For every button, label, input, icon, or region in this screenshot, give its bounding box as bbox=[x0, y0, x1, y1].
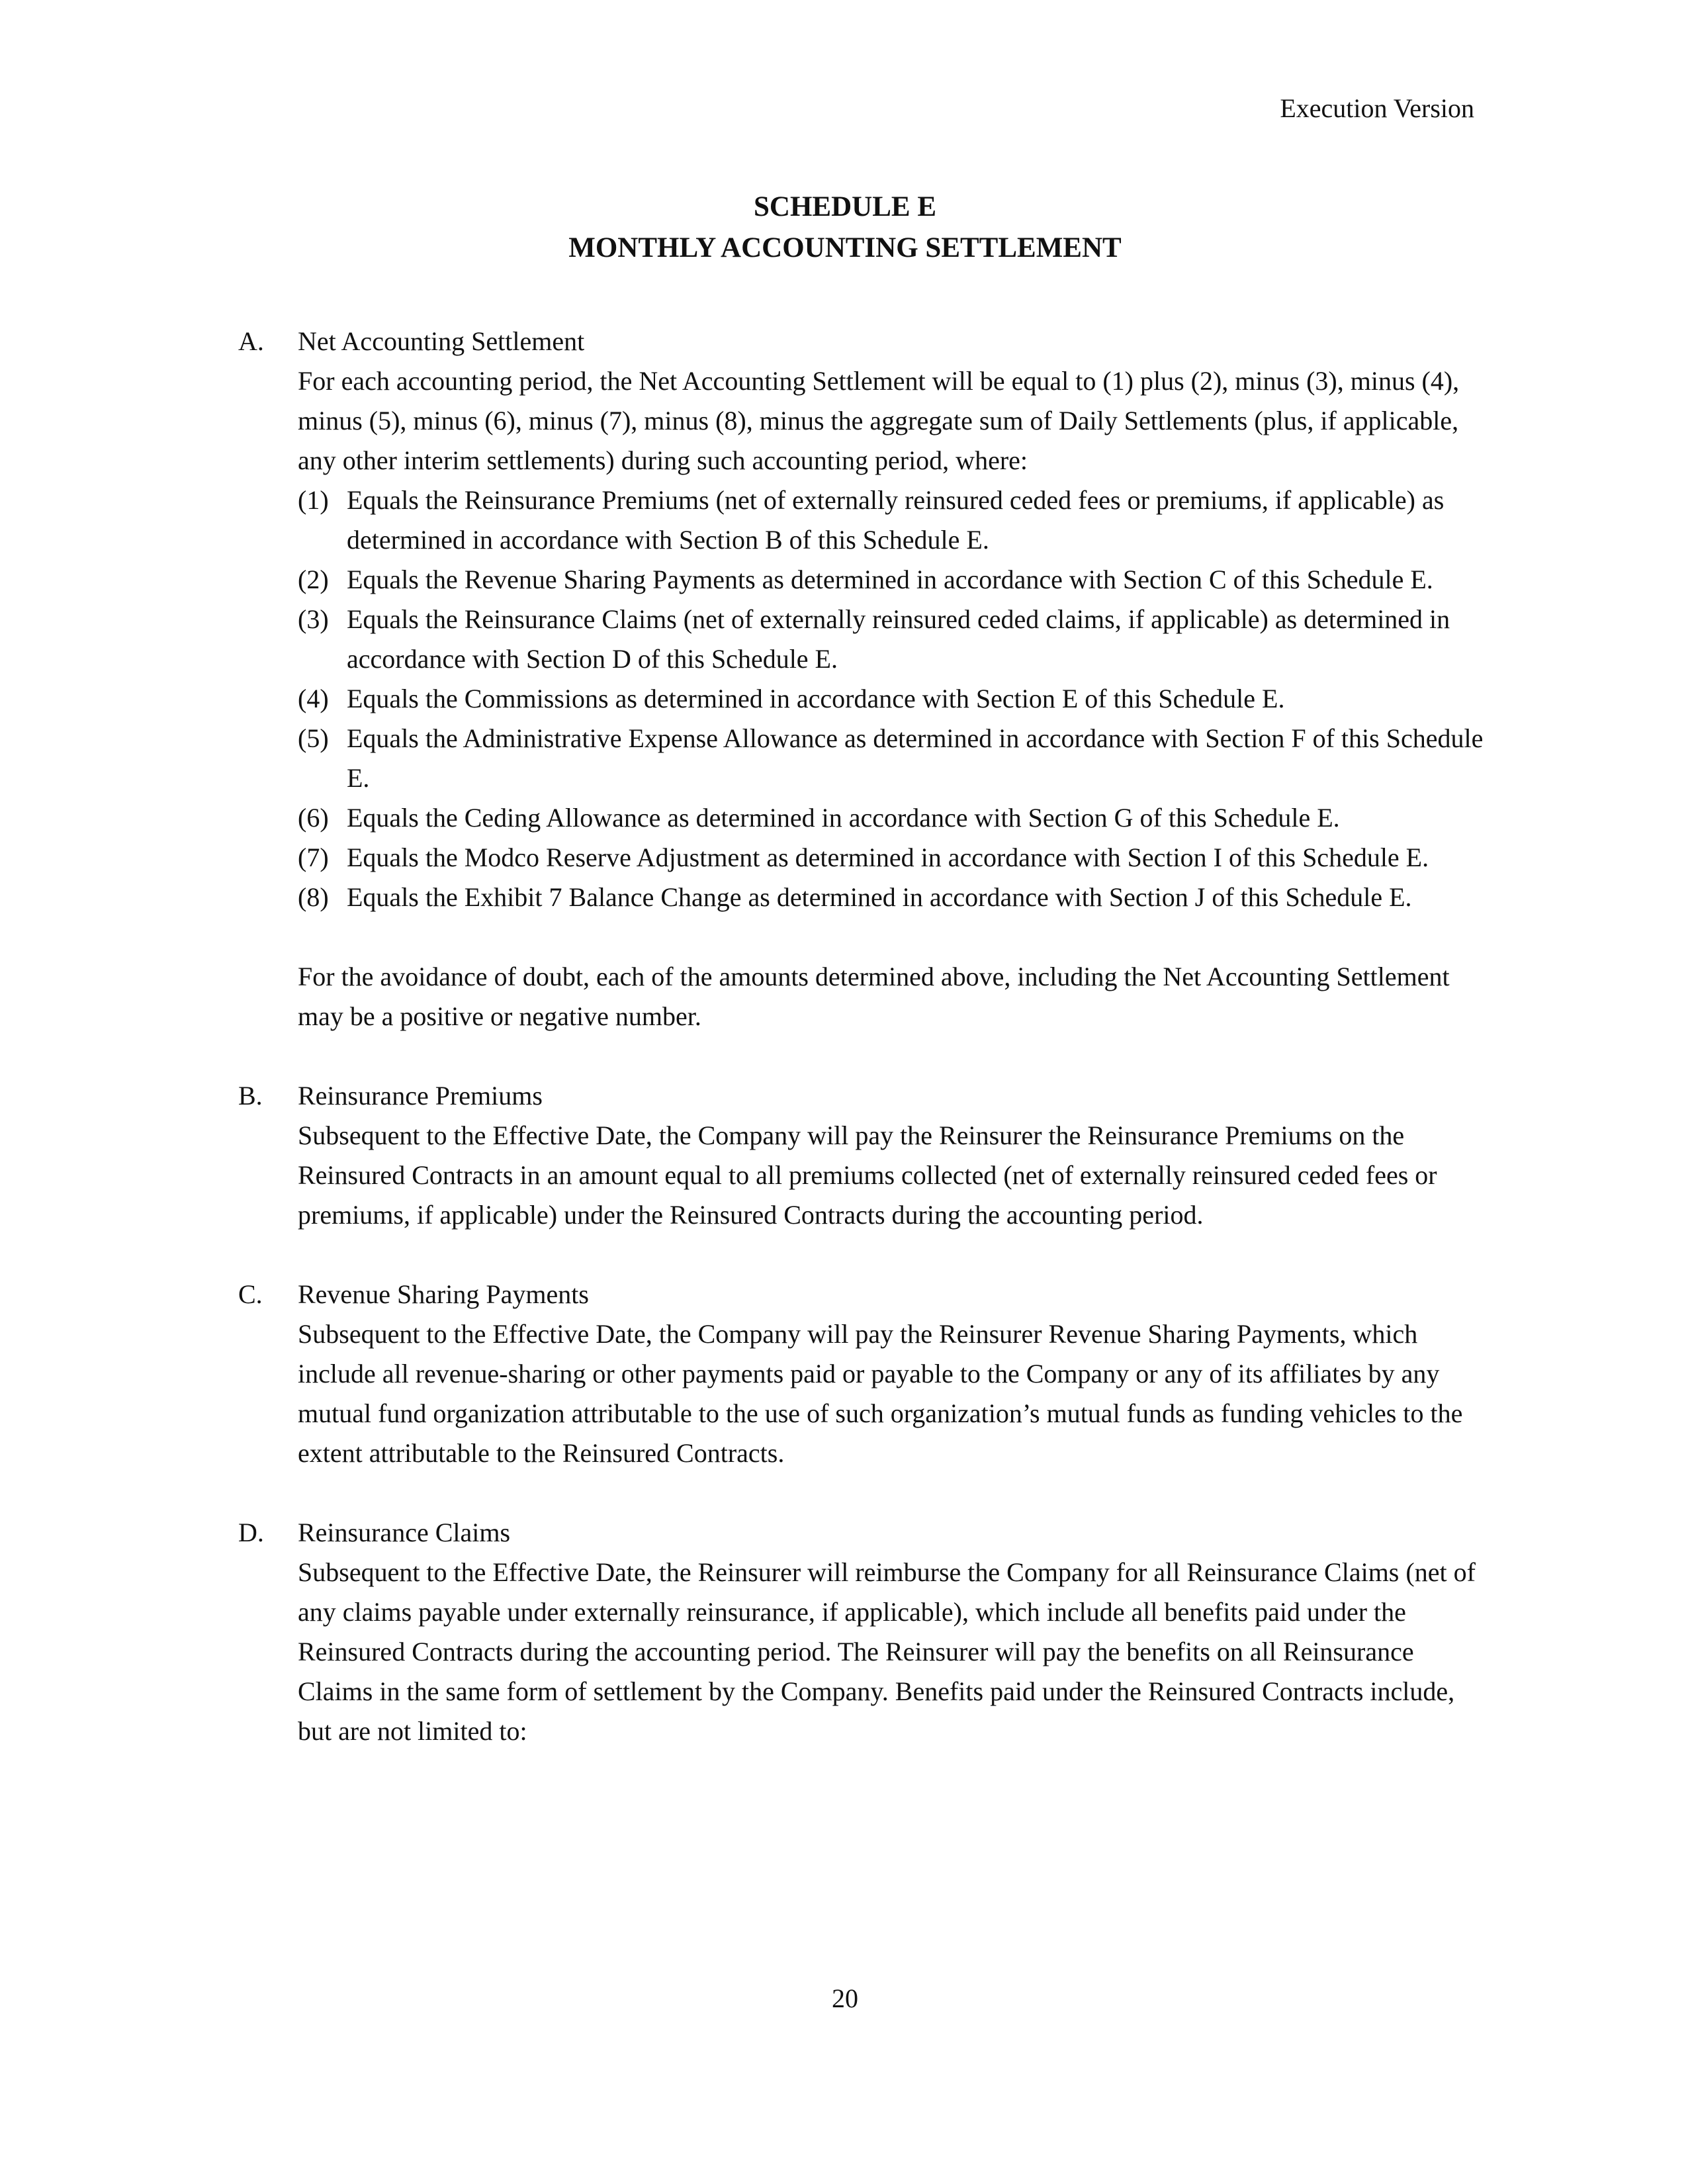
section-a bbox=[238, 322, 1489, 1036]
version-tag: Execution Version bbox=[1280, 93, 1474, 123]
list-item bbox=[298, 480, 1489, 560]
item-number: (6) bbox=[298, 803, 329, 833]
section-heading: Net Accounting Settlement bbox=[298, 326, 585, 356]
list-item bbox=[298, 679, 1489, 719]
title-line-1: SCHEDULE E bbox=[754, 191, 936, 222]
item-text: Equals the Ceding Allowance as determined in accordance with Section G of this Schedule E. bbox=[347, 803, 1340, 833]
section-letter: D. bbox=[238, 1518, 264, 1547]
section-letter: B. bbox=[238, 1081, 263, 1111]
section-text: Subsequent to the Effective Date, the Company will pay the Reinsurer Revenue Sharing Payments, which include all revenue-sharing or other payments paid or payable to the Company or any of its affiliates by any mutual fund organization attributable to the use of such organization’s mutual funds as funding vehicles to the extent attributable to the Reinsured Contracts. bbox=[298, 1319, 1463, 1468]
schedule-title bbox=[0, 187, 1690, 269]
title-line-2: MONTHLY ACCOUNTING SETTLEMENT bbox=[568, 232, 1122, 263]
list-item bbox=[298, 560, 1489, 600]
item-text: Equals the Administrative Expense Allowance as determined in accordance with Section F of this Schedule E. bbox=[347, 723, 1484, 793]
section-letter: C. bbox=[238, 1279, 263, 1309]
list-item bbox=[298, 719, 1489, 798]
item-text: Equals the Modco Reserve Adjustment as determined in accordance with Section I of this Schedule E. bbox=[347, 842, 1429, 872]
section-heading: Revenue Sharing Payments bbox=[298, 1279, 589, 1309]
section-closing: For the avoidance of doubt, each of the amounts determined above, including the Net Accounting Settlement may be a positive or negative number. bbox=[298, 962, 1450, 1031]
item-text: Equals the Revenue Sharing Payments as determined in accordance with Section C of this Schedule E. bbox=[347, 565, 1433, 594]
item-number: (7) bbox=[298, 842, 329, 872]
document-body bbox=[238, 322, 1489, 1751]
list-item bbox=[298, 600, 1489, 679]
item-number: (5) bbox=[298, 723, 329, 753]
list-item bbox=[298, 838, 1489, 878]
item-number: (8) bbox=[298, 882, 329, 912]
section-heading: Reinsurance Premiums bbox=[298, 1081, 543, 1111]
list-item bbox=[298, 878, 1489, 917]
item-number: (2) bbox=[298, 565, 329, 594]
item-number: (3) bbox=[298, 604, 329, 634]
settlement-items bbox=[298, 480, 1489, 917]
item-text: Equals the Reinsurance Claims (net of externally reinsured ceded claims, if applicable) as determined in accordance with Section D of this Schedule E. bbox=[347, 604, 1450, 674]
section-c bbox=[238, 1275, 1489, 1473]
item-text: Equals the Reinsurance Premiums (net of externally reinsured ceded fees or premiums, if applicable) as determined in accordance with Section B of this Schedule E. bbox=[347, 485, 1445, 555]
section-intro: For each accounting period, the Net Accounting Settlement will be equal to (1) plus (2), minus (3), minus (4), minus (5), minus (6), minus (7), minus (8), minus the aggregate sum of Daily Settlements (plus, if applicable, any other interim settlements) during such accounting period, where: bbox=[298, 366, 1460, 475]
section-heading: Reinsurance Claims bbox=[298, 1518, 511, 1547]
section-d bbox=[238, 1513, 1489, 1751]
page-number: 20 bbox=[832, 1983, 858, 2013]
item-number: (1) bbox=[298, 485, 329, 515]
section-text: Subsequent to the Effective Date, the Company will pay the Reinsurer the Reinsurance Premiums on the Reinsured Contracts in an amount equal to all premiums collected (net of externally reinsured ceded fees or premiums, if applicable) under the Reinsured Contracts during the accounting period. bbox=[298, 1120, 1437, 1230]
item-number: (4) bbox=[298, 684, 329, 713]
item-text: Equals the Commissions as determined in accordance with Section E of this Schedule E. bbox=[347, 684, 1285, 713]
section-letter: A. bbox=[238, 326, 264, 356]
list-item bbox=[298, 798, 1489, 838]
section-b bbox=[238, 1076, 1489, 1235]
item-text: Equals the Exhibit 7 Balance Change as determined in accordance with Section J of this Schedule E. bbox=[347, 882, 1412, 912]
section-text: Subsequent to the Effective Date, the Reinsurer will reimburse the Company for all Reinsurance Claims (net of any claims payable under externally reinsurance, if applicable), which include all benefits paid under the Reinsured Contracts during the accounting period. The Reinsurer will pay the benefits on all Reinsurance Claims in the same form of settlement by the Company. Benefits paid under the Reinsured Contracts include, but are not limited to: bbox=[298, 1557, 1476, 1746]
